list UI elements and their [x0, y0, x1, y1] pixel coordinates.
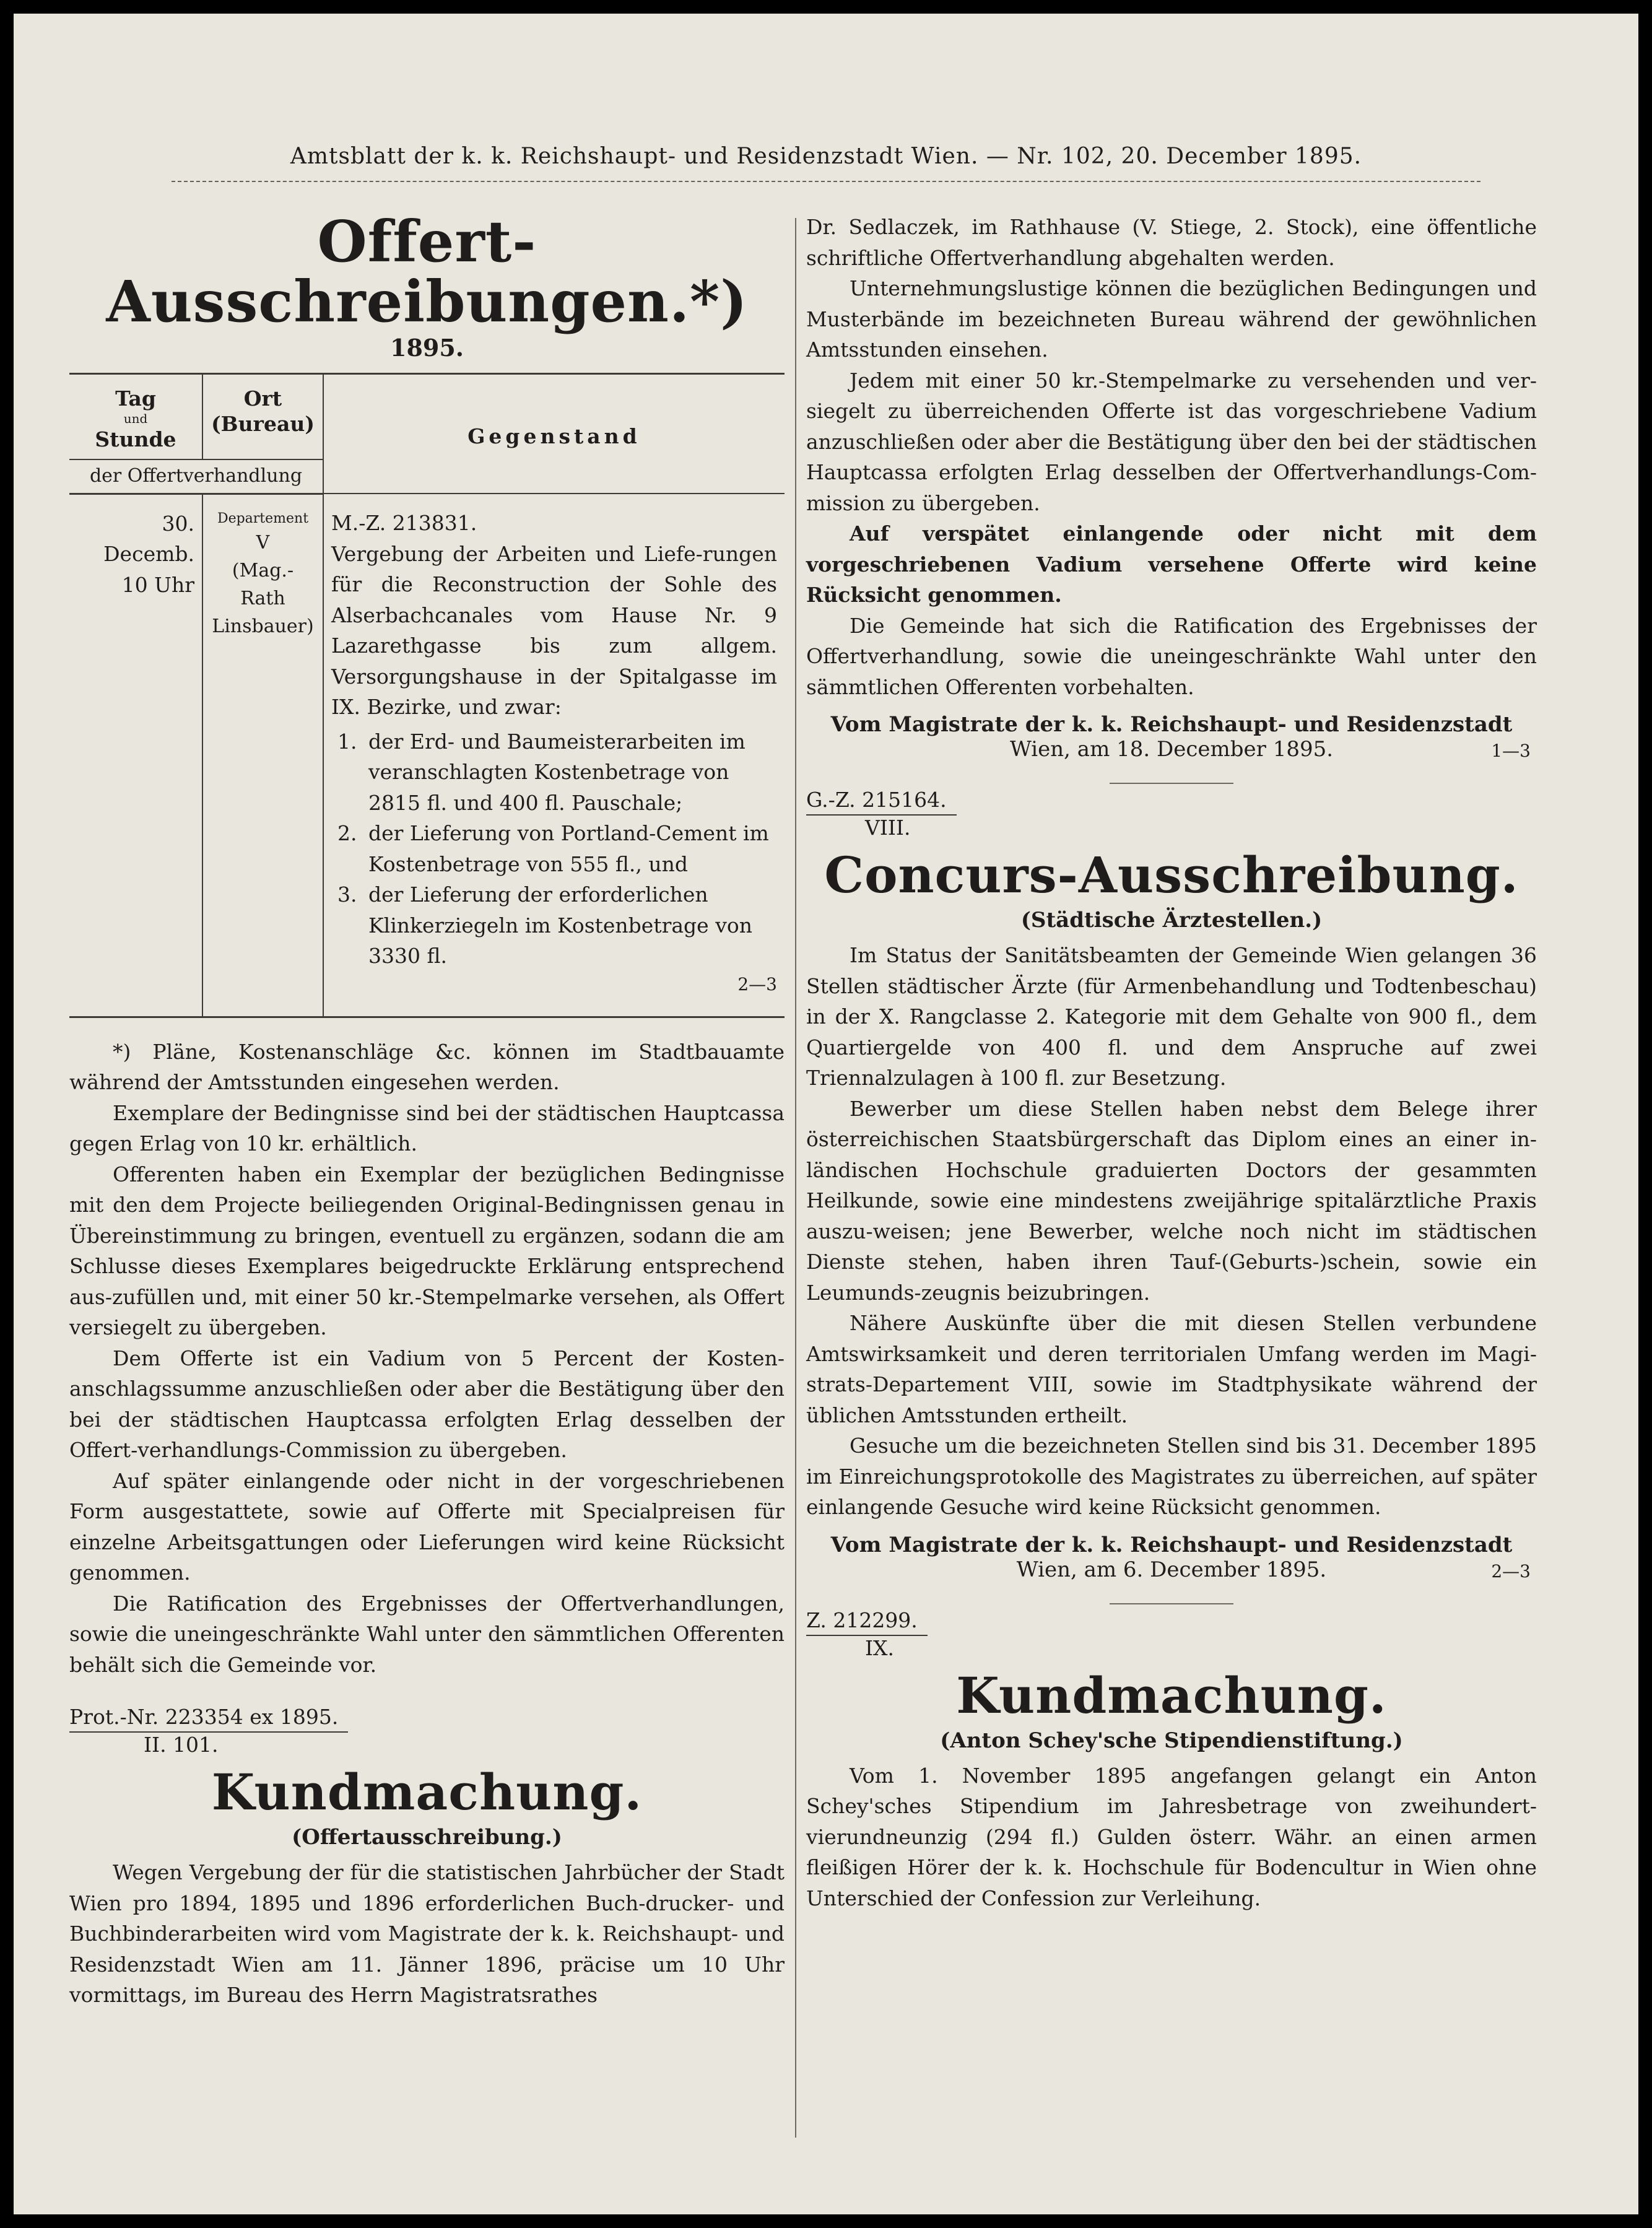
concurs-subtitle: (Städtische Ärztestellen.) — [1020, 908, 1323, 933]
header-hour: Stunde — [95, 427, 176, 452]
section-rule — [1110, 783, 1233, 784]
offer-year: 1895. — [390, 334, 464, 362]
entry-date-cell — [69, 494, 202, 1016]
signature-1: Vom Magistrate der k. k. Reichshaupt- und Residenzstadt — [830, 712, 1513, 737]
footnote-para: Offerenten haben ein Exemplar der bezüglichen Bedingnisse mit den dem Projecte beiliegenden Original-Bedingnissen genau in Übereinstimmung zu bringen, eventuell zu ergänzen, sodann die am Schlusse dieses Exemplares beigedruckte Erklärung entsprechend aus-zufüllen und, mit einer 50 kr.-Stempelmarke versehen, als Offert versiegelt zu übergeben. — [69, 1162, 785, 1340]
header-subject: Gegenstand — [323, 374, 785, 494]
footnote-para: Auf später einlangende oder nicht in der vorgeschriebenen Form ausgestattete, sowie auf Offerte mit Specialpreisen für einzelne Arbeitsgattungen oder Lieferungen wird keine Rücksicht genommen. — [69, 1468, 785, 1585]
footnote-para: Exemplare der Bedingnisse sind bei der städtischen Hauptcassa gegen Erlag von 10 kr. erhältlich. — [69, 1100, 785, 1156]
item-text: der Lieferung von Portland-Cement im Kostenbetrage von 555 fl., und — [368, 821, 769, 876]
entry-ref: M.-Z. 213831. — [331, 511, 477, 536]
header-bureau: (Bureau) — [211, 412, 315, 437]
signature-2-date: Wien, am 6. December 1895. — [1016, 1557, 1327, 1582]
header-day: Tag — [115, 386, 156, 411]
header-place-label: Ort — [243, 386, 282, 411]
cont-para: Dr. Sedlaczek, im Rathhause (V. Stiege, 2. Stock), eine öffentliche schriftliche Offertverhandlung abgehalten werden. — [806, 215, 1537, 270]
concurs-para: Nähere Auskünfte über die mit diesen Stellen verbundene Amtswirksamkeit und deren territorialen Umfang werden im Magi-strats-Departement VIII, sowie im Stadtphysikate während der üblichen Amtsstunden ertheilt. — [806, 1311, 1537, 1427]
entry-dept-name2: Linsbauer) — [212, 615, 314, 637]
item-num: 2. — [337, 821, 357, 846]
header-place — [202, 374, 323, 459]
entry-items — [331, 726, 777, 972]
cont-para: Die Gemeinde hat sich die Ratification des Ergebnisses der Offertverhandlung, sowie die uneingeschränkte Wahl unter den sämmtlichen Offerenten vorbehalten. — [806, 613, 1537, 699]
item-num: 1. — [337, 729, 357, 754]
concurs-title: Concurs-Ausschreibung. — [824, 846, 1519, 904]
item-text: der Lieferung der erforderlichen Klinkerziegeln im Kostenbetrage von 3330 fl. — [368, 882, 752, 968]
footnote-para: Die Ratification des Ergebnisses der Offertverhandlungen, sowie die uneingeschränkte Wahl unter den sämmtlichen Offerenten behält sich die Gemeinde vor. — [69, 1591, 785, 1677]
footnotes — [69, 1037, 785, 1681]
entry-item — [331, 879, 777, 972]
footnote-para: Dem Offerte ist ein Vadium von 5 Percent der Kosten-anschlagssumme anzuschließen oder aber die Bestätigung über den bei der städtischen Hauptcassa erfolgten Erlag desselben der Offert-verhandlungs-Commission zu übergeben. — [69, 1346, 785, 1463]
entry-date: 30. Decemb. — [103, 511, 194, 567]
newspaper-page — [14, 14, 1638, 2214]
table-bottom-rule — [69, 1016, 785, 1018]
signature-1-ref: 1—3 — [1491, 741, 1531, 761]
section-rule — [1110, 1603, 1233, 1604]
kundmachung2-subtitle: (Anton Schey'sche Stipendienstiftung.) — [940, 1728, 1403, 1753]
kundmachung2-ref-block — [806, 1608, 1537, 1660]
kundmachung1-ref-block — [69, 1705, 785, 1757]
concurs-ref: G.-Z. 215164. — [806, 788, 957, 816]
kundmachung2-text: Vom 1. November 1895 angefangen gelangt ein Anton Schey'sches Stipendium im Jahresbetrage von zweihundert-vierundneunzig (294 fl.) Gulden österr. Währ. an einen armen fleißigen Hörer der k. k. Hochschule für Bodencultur in Wien ohne Unterschied der Confession zur Verleihung. — [806, 1763, 1537, 1910]
header-date-time — [69, 374, 202, 459]
cont-para: Auf verspätet einlangende oder nicht mit dem vorgeschriebenen Vadium versehene Offerte wird keine Rücksicht genommen. — [806, 521, 1537, 607]
concurs-para: Bewerber um diese Stellen haben nebst dem Belege ihrer österreichischen Staatsbürgerschaft das Diplom eines an einer in-ländischen Hochschule graduierten Doctors der gesammten Heilkunde, sowie eine mindestens zweijährige spitalärztliche Praxis auszu-weisen; jene Bewerber, welche noch nicht im städtischen Dienste stehen, haben ihren Tauf-(Geburts-)schein, sowie ein Leumunds-zeugnis beizubringen. — [806, 1096, 1537, 1305]
column-divider — [795, 218, 796, 2138]
kundmachung2-ref: Z. 212299. — [806, 1608, 928, 1636]
entry-time: 10 Uhr — [121, 572, 194, 597]
right-column — [806, 212, 1537, 1913]
entry-item — [331, 726, 777, 819]
signature-2-date-row — [806, 1557, 1537, 1582]
signature-2-ref: 2—3 — [1491, 1560, 1531, 1582]
item-text: der Erd- und Baumeisterarbeiten im veranschlagten Kostenbetrage von 2815 fl. und 400 fl. Pauschale; — [368, 729, 746, 815]
continued-text — [806, 212, 1537, 702]
item-num: 3. — [337, 882, 357, 907]
cont-para: Unternehmungslustige können die bezüglichen Bedingungen und Musterbände im bezeichneten Bureau während der gewöhnlichen Amtsstunden einsehen. — [806, 276, 1537, 362]
entry-description: Vergebung der Arbeiten und Liefe-rungen für die Reconstruction der Sohle des Alserbachcanales vom Hause Nr. 9 Lazarethgasse bis zum allgem. Versorgungshause in der Spitalgasse im IX. Bezirke, und zwar: — [331, 541, 777, 720]
header-offer-negotiation: der Offertverhandlung — [69, 459, 323, 494]
entry-count: 2—3 — [737, 973, 777, 994]
entry-subject-cell — [323, 494, 785, 1016]
concurs-sub: VIII. — [865, 816, 911, 840]
kundmachung1-title: Kundmachung. — [211, 1763, 643, 1822]
kundmachung1-text: Wegen Vergebung der für die statistischen Jahrbücher der Stadt Wien pro 1894, 1895 und 1896 erforderlichen Buch-drucker- und Buchbinderarbeiten wird vom Magistrate der k. k. Reichshaupt- und Residenzstadt Wien am 11. Jänner 1896, präcise um 10 Uhr vormittags, im Bureau des Herrn Magistratsrathes — [69, 1860, 785, 2008]
page-header: Amtsblatt der k. k. Reichshaupt- und Residenzstadt Wien. — Nr. 102, 20. December 1895. — [290, 144, 1362, 169]
kundmachung2-sub: IX. — [865, 1635, 895, 1660]
kundmachung1-subtitle: (Offertausschreibung.) — [292, 1825, 562, 1850]
kundmachung2-title: Kundmachung. — [956, 1666, 1387, 1725]
entry-item — [331, 818, 777, 879]
concurs-ref-block — [806, 788, 1537, 840]
kundmachung1-ref: Prot.-Nr. 223354 ex 1895. — [69, 1705, 348, 1733]
entry-dept-name1: (Mag.-Rath — [232, 559, 294, 609]
offer-table — [69, 373, 785, 1016]
footnote-para: *) Pläne, Kostenanschläge &c. können im Stadtbauamte während der Amtsstunden eingesehen werden. — [69, 1039, 785, 1095]
concurs-para: Im Status der Sanitätsbeamten der Gemeinde Wien gelangen 36 Stellen städtischer Ärzte (für Armenbehandlung und Todtenbeschau) in der X. Rangclasse 2. Kategorie mit dem Gehalte von 900 fl., dem Quartiergelde von 400 fl. und dem Anspruche auf zwei Triennalzulagen à 100 fl. zur Besetzung. — [806, 943, 1537, 1090]
entry-dept-cell — [202, 494, 323, 1016]
entry-dept-label: Departement — [217, 510, 309, 526]
concurs-body — [806, 940, 1537, 1523]
signature-2: Vom Magistrate der k. k. Reichshaupt- und Residenzstadt — [830, 1532, 1513, 1557]
header-rule — [172, 181, 1480, 186]
entry-dept-num: V — [256, 531, 270, 554]
left-column — [69, 208, 785, 2011]
offer-title: Offert-Ausschreibungen.*) — [106, 208, 748, 335]
concurs-para: Gesuche um die bezeichneten Stellen sind bis 31. December 1895 im Einreichungsprotokolle des Magistrates zu überreichen, auf später einlangende Gesuche wird keine Rücksicht genommen. — [806, 1434, 1537, 1519]
cont-para: Jedem mit einer 50 kr.-Stempelmarke zu versehenden und ver-siegelt zu überreichenden Offerte ist das vorgeschriebene Vadium anzuschließen oder aber die Bestätigung über den bei der städtischen Hauptcassa erfolgten Erlag desselben der Offertverhandlungs-Com-mission zu übergeben. — [806, 368, 1537, 515]
kundmachung1-sub: II. 101. — [144, 1733, 219, 1757]
signature-1-date: Wien, am 18. December 1895. — [1009, 737, 1334, 762]
header-and: und — [123, 411, 148, 427]
signature-1-date-row — [806, 737, 1537, 762]
